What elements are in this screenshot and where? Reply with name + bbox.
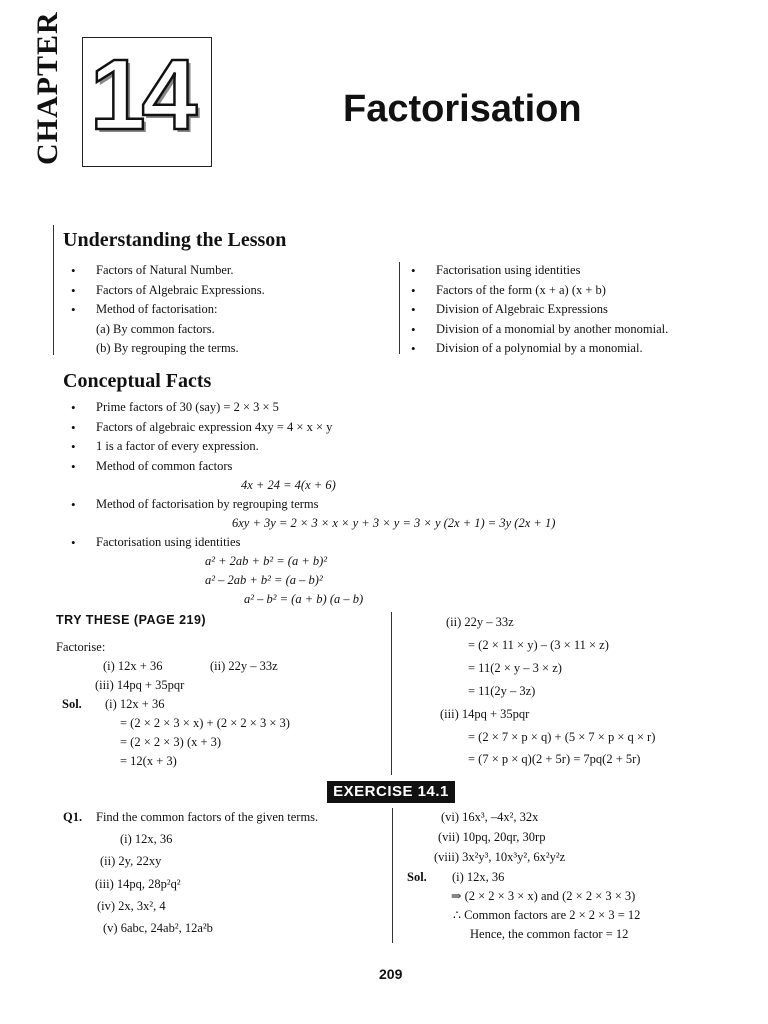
solution-step: = 11(2 × y – 3 × z): [468, 661, 562, 675]
section-rule: [53, 225, 54, 355]
conceptual-heading: Conceptual Facts: [63, 370, 212, 392]
column-divider: [399, 262, 400, 354]
solution-step: ∴ Common factors are 2 × 2 × 3 = 12: [453, 908, 641, 922]
solution-step: = (7 × p × q)(2 + 5r) = 7pq(2 + 5r): [468, 752, 641, 766]
question-part: (viii) 3x²y³, 10x³y², 6x²y²z: [434, 850, 566, 864]
solution-part: (i) 12x, 36: [452, 870, 505, 884]
chapter-number: 14: [90, 39, 194, 151]
list-item: • Method of factorisation by regrouping terms: [71, 497, 319, 512]
list-item: • 1 is a factor of every expression.: [71, 439, 259, 454]
list-item: • Factorisation using identities: [411, 263, 581, 278]
page-number: 209: [379, 966, 403, 982]
identity: a² – b² = (a + b) (a – b): [244, 592, 364, 606]
exercise-banner: EXERCISE 14.1: [327, 781, 455, 803]
list-item: • Factors of Natural Number.: [71, 263, 234, 278]
question-part: (ii) 2y, 22xy: [100, 854, 162, 868]
question-part: (vi) 16x³, –4x², 32x: [441, 810, 539, 824]
list-item: • Method of common factors: [71, 458, 233, 474]
conceptual-list-2: [64, 495, 724, 515]
solution-step: = (2 × 2 × 3) (x + 3): [120, 735, 222, 749]
solution-step: ⇒ (2 × 2 × 3 × x) and (2 × 2 × 3 × 3): [451, 889, 636, 903]
understanding-left-list: [64, 261, 394, 359]
question-label: Q1.: [63, 810, 83, 824]
list-item: • Division of a polynomial by a monomial.: [411, 341, 643, 356]
chapter-title: Factorisation: [343, 88, 582, 130]
question-part: (i) 12x, 36: [120, 832, 173, 846]
question-part: (v) 6abc, 24ab², 12a²b: [103, 921, 213, 935]
list-item: • Factors of Algebraic Expressions.: [71, 282, 265, 298]
list-item: • Division of a monomial by another monomial.: [411, 321, 669, 337]
question-part: (iii) 14pq, 28p²q²: [95, 877, 181, 891]
question-part: (i) 12x + 36: [103, 659, 163, 673]
question-part: (iv) 2x, 3x², 4: [97, 899, 166, 913]
solution-step: = (2 × 7 × p × q) + (5 × 7 × p × q × r): [468, 730, 656, 744]
question-part: (ii) 22y – 33z: [210, 659, 278, 673]
solution-part: (ii) 22y – 33z: [446, 615, 514, 629]
column-divider: [391, 612, 392, 775]
solution-step: = (2 × 11 × y) – (3 × 11 × z): [468, 638, 609, 652]
list-item: • Factorisation using identities: [71, 535, 241, 550]
identity: a² – 2ab + b² = (a – b)²: [205, 573, 323, 587]
list-item: • Prime factors of 30 (say) = 2 × 3 × 5: [71, 400, 279, 415]
conceptual-list-3: [64, 533, 724, 553]
solution-part: (i) 12x + 36: [105, 697, 165, 711]
list-item: • Factors of algebraic expression 4xy = 4 × x × y: [71, 419, 333, 435]
list-item: • Division of Algebraic Expressions: [411, 302, 608, 317]
understanding-right-list: [404, 261, 734, 359]
list-subitem: (b) By regrouping the terms.: [96, 341, 239, 355]
question-part: (iii) 14pq + 35pqr: [95, 678, 185, 692]
solution-step: = (2 × 2 × 3 × x) + (2 × 2 × 3 × 3): [120, 716, 290, 730]
conceptual-list: [64, 398, 724, 476]
equation: 6xy + 3y = 2 × 3 × x × y + 3 × y = 3 × y (2x + 1) = 3y (2x + 1): [232, 516, 556, 530]
question-text: Find the common factors of the given terms.: [96, 810, 319, 824]
list-subitem: (a) By common factors.: [96, 321, 215, 336]
solution-step: Hence, the common factor = 12: [470, 927, 629, 941]
solution-step: = 12(x + 3): [120, 754, 177, 768]
equation: 4x + 24 = 4(x + 6): [241, 478, 336, 492]
solution-label: Sol.: [62, 697, 82, 711]
try-these-label: TRY THESE (PAGE 219): [56, 613, 207, 627]
list-item: • Factors of the form (x + a) (x + b): [411, 282, 606, 298]
identity: a² + 2ab + b² = (a + b)²: [205, 554, 328, 568]
list-item: • Method of factorisation:: [71, 302, 218, 317]
chapter-label: CHAPTER: [31, 11, 64, 165]
solution-part: (iii) 14pq + 35pqr: [440, 707, 530, 721]
column-divider: [392, 808, 393, 943]
understanding-heading: Understanding the Lesson: [63, 229, 287, 251]
factorise-label: Factorise:: [56, 640, 106, 654]
solution-label: Sol.: [407, 870, 427, 884]
question-part: (vii) 10pq, 20qr, 30rp: [438, 830, 546, 844]
solution-step: = 11(2y – 3z): [468, 684, 536, 698]
